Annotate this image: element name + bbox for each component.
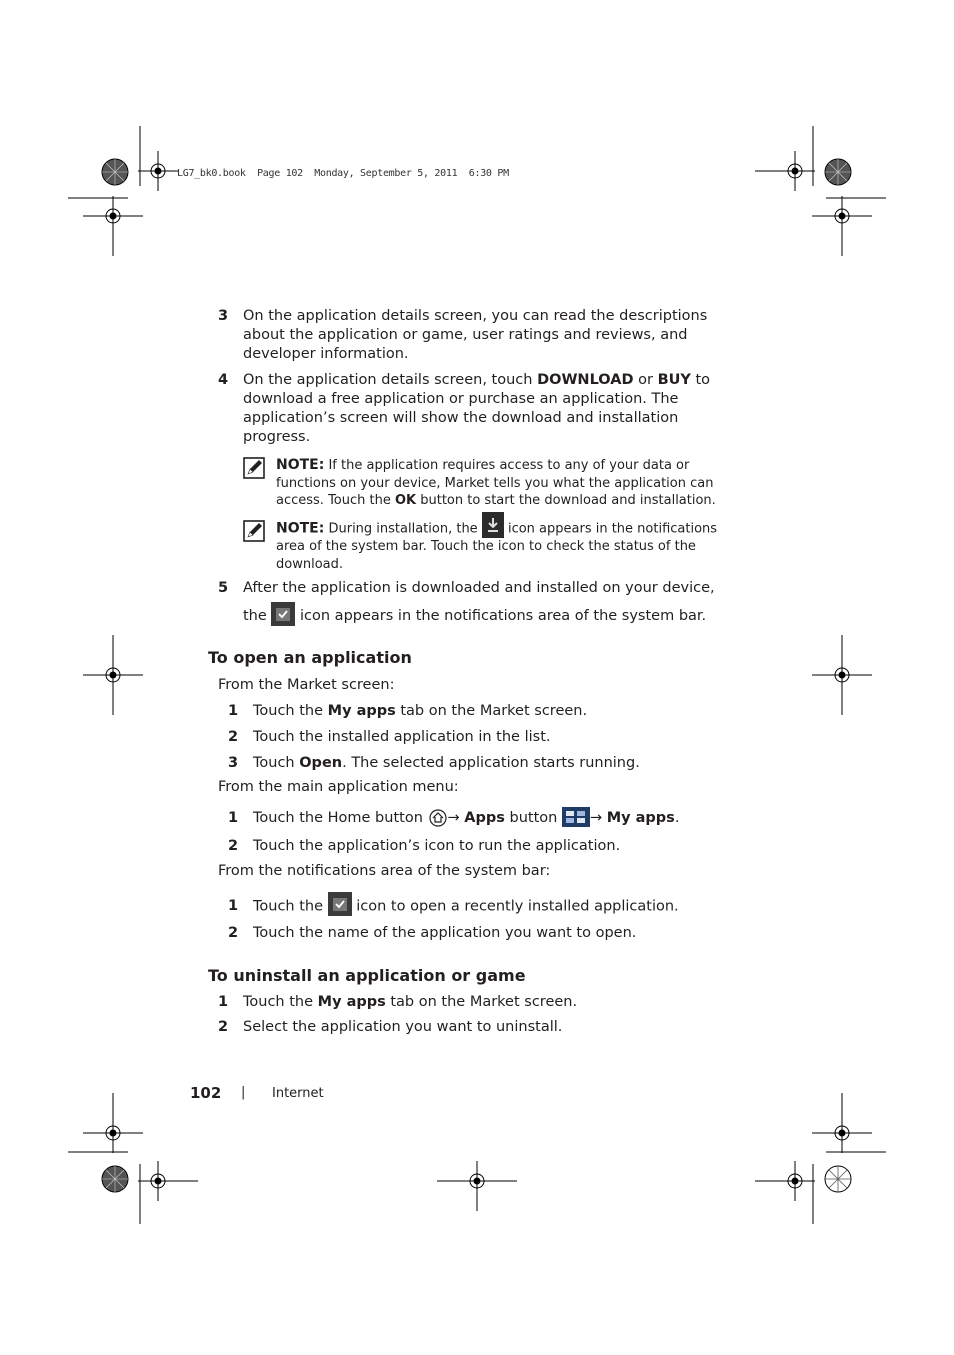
page-number: 102 xyxy=(190,1084,222,1102)
my-apps-label: My apps xyxy=(327,703,396,719)
section-heading-open-application: To open an application xyxy=(208,648,412,667)
step-text-line: progress. xyxy=(243,429,311,445)
pencil-note-icon xyxy=(243,520,265,546)
installed-check-icon xyxy=(328,892,352,916)
step-text-line: about the application or game, user ratings and reviews, and xyxy=(243,327,688,343)
step-number: 3 xyxy=(228,755,239,771)
intro-main-menu: From the main application menu: xyxy=(218,779,459,795)
step-number: 2 xyxy=(228,838,239,854)
apps-label: Apps xyxy=(464,810,505,826)
step-number: 3 xyxy=(218,308,229,324)
apps-grid-icon xyxy=(562,807,590,827)
step-text-line: After the application is downloaded and installed on your device, xyxy=(243,580,715,596)
intro-notifications-area: From the notifications area of the system bar: xyxy=(218,863,551,879)
step-text-line: download a free application or purchase an application. The xyxy=(243,391,679,407)
step-number: 1 xyxy=(218,994,229,1010)
intro-market-screen: From the Market screen: xyxy=(218,677,395,693)
download-label: DOWNLOAD xyxy=(537,372,634,388)
print-slug-header: LG7_bk0.book Page 102 Monday, September 5, 2011 6:30 PM xyxy=(177,168,509,179)
pencil-note-icon xyxy=(243,457,265,483)
download-arrow-icon xyxy=(482,512,504,538)
my-apps-label: My apps xyxy=(317,994,386,1010)
step-text-line: On the application details screen, you can read the descriptions xyxy=(243,308,708,324)
my-apps-label: My apps xyxy=(606,810,675,826)
step-number: 5 xyxy=(218,580,229,596)
step-text-line: On the application details screen, touch DOWNLOAD or BUY to xyxy=(243,372,711,388)
buy-label: BUY xyxy=(657,372,691,388)
step-number: 2 xyxy=(218,1019,229,1035)
step-text-line: application’s screen will show the download and installation xyxy=(243,410,679,426)
note-permissions: NOTE: If the application requires access to any of your data or functions on your device, Market tells you what the application can access. Touch the OK button to start the download and installation. xyxy=(276,457,716,509)
open-label: Open xyxy=(299,755,343,771)
step-number: 1 xyxy=(228,703,239,719)
step-text-line: developer information. xyxy=(243,346,409,362)
footer-separator: | xyxy=(241,1085,246,1100)
step-number: 1 xyxy=(228,810,239,826)
installed-check-icon xyxy=(271,602,295,626)
note-label: NOTE: xyxy=(276,520,325,537)
note-label: NOTE: xyxy=(276,457,325,473)
ok-label: OK xyxy=(394,493,417,509)
step-number: 2 xyxy=(228,925,239,941)
step-number: 2 xyxy=(228,729,239,745)
step-text-line: the icon appears in the notifications area of the system bar. xyxy=(243,606,715,626)
step-number: 1 xyxy=(228,898,239,914)
section-heading-uninstall: To uninstall an application or game xyxy=(208,966,526,985)
note-installation: NOTE: During installation, the icon appears in the notifications area of the system bar. Touch the icon to check the status of the download. xyxy=(276,520,726,573)
home-icon xyxy=(428,807,448,827)
footer-section-name: Internet xyxy=(272,1086,324,1101)
step-number: 4 xyxy=(218,372,229,388)
